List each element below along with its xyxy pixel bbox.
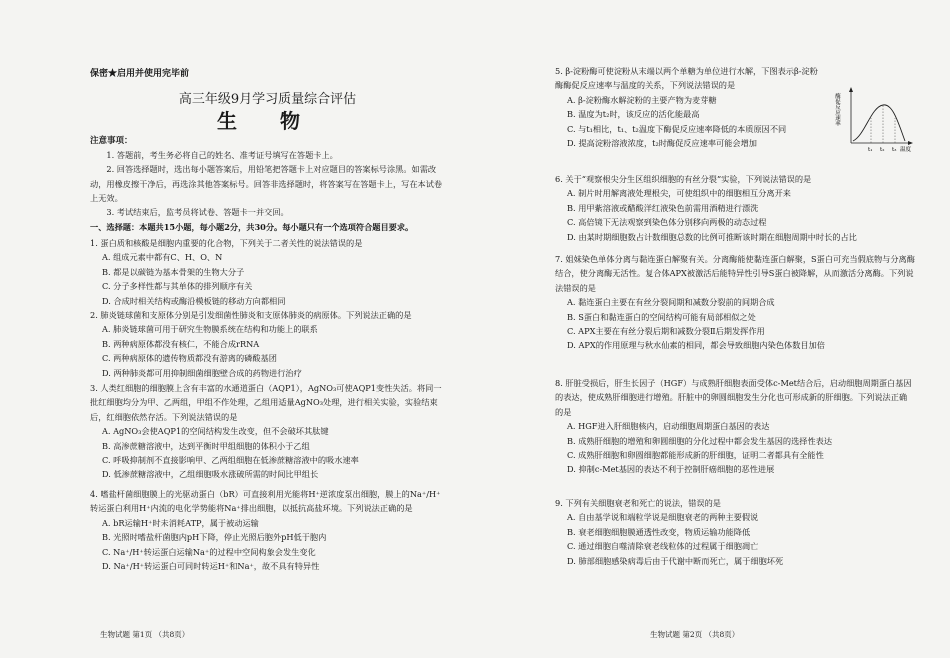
option-a: A. 肺炎链球菌可用于研究生物膜系统在结构和功能上的联系 [102, 324, 318, 335]
option-b: B. 成熟肝细胞的增殖和卵圆细胞的分化过程中都会发生基因的选择性表达 [567, 435, 833, 446]
option-d: D. 低渗蔗糖溶液中，乙组细胞吸水涨破所需的时间比甲组长 [102, 469, 319, 480]
rate-curve [853, 105, 905, 141]
question-5 [555, 64, 825, 150]
question-1 [90, 236, 445, 308]
question-stem: 4. 嗜盐杆菌细胞膜上的光驱动蛋白（bR）可直接利用光能将H⁺逆浓度泵出细胞，膜上的Na⁺/H⁺转运蛋白利用H⁺内流的电化学势能将Na⁺排出细胞，以抵抗高盐环境。下列说法正确的是 [90, 489, 441, 514]
notice-item-3: 3. 考试结束后，监考员将试卷、答题卡一并交回。 [106, 207, 289, 217]
subject-title: 生 物 [217, 109, 318, 133]
footer-left: 生物试题 第1页 （共8页） [100, 630, 190, 639]
option-d: D. 两种肺炎都可用抑制细菌细胞壁合成的药物进行治疗 [102, 367, 302, 378]
question-6 [555, 172, 915, 244]
question-stem: 3. 人类红细胞的细胞膜上含有丰富的水通道蛋白（AQP1），AgNO₃可使AQP1变性失活。将同一批红细胞均分为甲、乙两组，甲组不作处理，乙组用适量AgNO₃处理，进行相关实验，实验结束后，红细胞依然存活。下列说法错误的是 [90, 383, 442, 422]
secret-label: 保密★启用并使用完毕前 [90, 69, 190, 79]
question-stem: 5. β-淀粉酶可使淀粉从末端以两个单糖为单位进行水解，下图表示β-淀粉酶酶促反应速率与温度的关系，下列说法错误的是 [555, 66, 818, 91]
option-b: B. 衰老细胞细胞膜通透性改变，物质运输功能降低 [567, 526, 751, 537]
question-7 [555, 252, 915, 353]
option-c: C. 呼吸抑制剂不直接影响甲、乙两组细胞在低渗蔗糖溶液中的吸水速率 [102, 455, 359, 466]
option-d: D. 由某时期细胞数占计数细胞总数的比例可推断该时期在细胞周期中时长的占比 [567, 231, 857, 242]
option-c: C. 分子多样性都与其单体的排列顺序有关 [102, 281, 253, 292]
question-stem: 1. 蛋白质和核酸是细胞内重要的化合物，下列关于二者关性的说法错误的是 [90, 238, 363, 248]
option-c: C. 与t₁相比，t₁、t₂温度下酶促反应速率降低的本质原因不同 [567, 123, 787, 134]
option-d: D. 抑制c-Met基因的表达不利于控制肝癌细胞的恶性进展 [567, 464, 775, 475]
option-b: B. 温度为t₂时，该反应的活化能最高 [567, 109, 700, 120]
option-a: A. 黏连蛋白主要在有丝分裂间期和减数分裂前的间期合成 [567, 297, 775, 308]
section-heading: 一、选择题：本题共15小题，每小题2分，共30分。每小题只有一个选项符合题目要求。 [90, 222, 414, 232]
notice-item-1: 1. 答题前，考生务必将自己的姓名、准考证号填写在答题卡上。 [106, 150, 338, 160]
option-b: B. 用甲紫溶液或醋酸洋红液染色前需用酒精进行漂洗 [567, 202, 759, 213]
question-2 [90, 308, 445, 380]
y-axis-arrow [849, 87, 853, 92]
option-d: D. 提高淀粉溶液浓度，t₂时酶促反应速率可能会增加 [567, 138, 757, 149]
option-a: A. β-淀粉酶水解淀粉的主要产物为麦芽糖 [567, 94, 717, 105]
option-a: A. AgNO₃会使AQP1的空间结构发生改变，但不会破坏其肽键 [102, 426, 329, 437]
notice-heading: 注意事项： [90, 136, 133, 146]
option-a: A. HGF进入肝细胞核内，启动细胞周期蛋白基因的表达 [567, 421, 770, 432]
option-a: A. bR运输H⁺时未消耗ATP，属于被动运输 [102, 517, 259, 528]
option-b: B. 高渗蔗糖溶液中，达到平衡时甲组细胞的体积小于乙组 [102, 440, 310, 451]
question-8 [555, 376, 915, 477]
tick-t2: t₂ [880, 147, 885, 153]
option-b: B. S蛋白和黏连蛋白的空间结构可能有局部相似之处 [567, 311, 756, 322]
option-d: D. APX的作用原理与秋水仙素的相同，都会导致细胞内染色体数目加倍 [567, 340, 825, 351]
question-9 [555, 496, 915, 568]
option-a: A. 组成元素中都有C、H、O、N [102, 252, 223, 263]
option-c: C. Na⁺/H⁺转运蛋白运输Na⁺的过程中空间构象会发生变化 [102, 546, 316, 557]
y-axis-label: 酶促反应速率 [834, 93, 840, 126]
tick-t3: t₃ [892, 147, 897, 153]
question-stem: 6. 关于“观察根尖分生区组织细胞的有丝分裂”实验，下列说法错误的是 [555, 174, 812, 184]
question-stem: 2. 肺炎链球菌和支原体分别是引发细菌性肺炎和支原体肺炎的病原体。下列说法正确的是 [90, 310, 412, 320]
option-c: C. 通过细胞自噬清除衰老线粒体的过程属于细胞凋亡 [567, 541, 759, 552]
option-b: B. 光照时嗜盐杆菌胞内pH下降，停止光照后胞外pH低于胞内 [102, 532, 327, 543]
notice-item-2: 2. 回答选择题时，选出每小题答案后，用铅笔把答题卡上对应题目的答案标号涂黑。如需改动，用橡皮擦干净后，再选涂其他答案标号。回答非选择题时，将答案写在答题卡上，写在本试卷上无效。 [90, 164, 443, 204]
question-4 [90, 487, 445, 573]
x-axis-label: 温度 [900, 147, 912, 153]
option-d: D. 合成时相关结构或酶沿模板链的移动方向都相同 [102, 295, 286, 306]
option-d: D. Na⁺/H⁺转运蛋白可同时转运H⁺和Na⁺，故不具有特异性 [102, 561, 320, 572]
graph-svg [835, 85, 915, 155]
option-c: C. 成熟肝细胞和卵圆细胞都能形成新的肝细胞，证明二者都具有全能性 [567, 450, 824, 461]
rate-temperature-graph [835, 85, 915, 155]
option-d: D. 肺部细胞感染病毒后由于代谢中断而死亡，属于细胞坏死 [567, 555, 784, 566]
tick-t1: t₁ [868, 147, 873, 153]
option-a: A. 自由基学说和端粒学说是细胞衰老的两种主要假说 [567, 512, 759, 523]
question-stem: 7. 姐妹染色单体分离与黏连蛋白解聚有关。分离酶能使黏连蛋白解聚，S蛋白可充当假底物与分离酶结合，使分离酶无活性。复合体APX被激活后能特异性引导S蛋白被降解，从而激活分离酶。下列说法错误的是 [555, 254, 915, 293]
option-b: B. 都是以碳链为基本骨架的生物大分子 [102, 266, 245, 277]
left-page [90, 0, 445, 658]
option-c: C. APX主要在有丝分裂后期和减数分裂Ⅱ后期发挥作用 [567, 326, 765, 337]
option-a: A. 制片时用解离液处理根尖，可使组织中的细胞相互分离开来 [567, 188, 791, 199]
option-b: B. 两种病原体都没有核仁，不能合成rRNA [102, 338, 260, 349]
question-stem: 8. 肝脏受损后，肝生长因子（HGF）与成熟肝细胞表面受体c-Met结合后，启动细胞周期蛋白基因的表达，使成熟肝细胞进行增殖。肝脏中的卵圆细胞发生分化也可形成新的肝细胞。下列说法正确的是 [555, 378, 912, 417]
exam-title: 高三年级9月学习质量综合评估 [178, 92, 357, 107]
x-axis-arrow [908, 141, 913, 145]
question-stem: 9. 下列有关细胞衰老和死亡的说法，错误的是 [555, 498, 721, 508]
question-3 [90, 381, 445, 482]
option-c: C. 两种病原体的遗传物质都没有游离的磷酸基团 [102, 353, 277, 364]
footer-right: 生物试题 第2页 （共8页） [650, 630, 740, 639]
option-c: C. 高倍镜下无法观察到染色体分别移向两极的动态过程 [567, 217, 767, 228]
